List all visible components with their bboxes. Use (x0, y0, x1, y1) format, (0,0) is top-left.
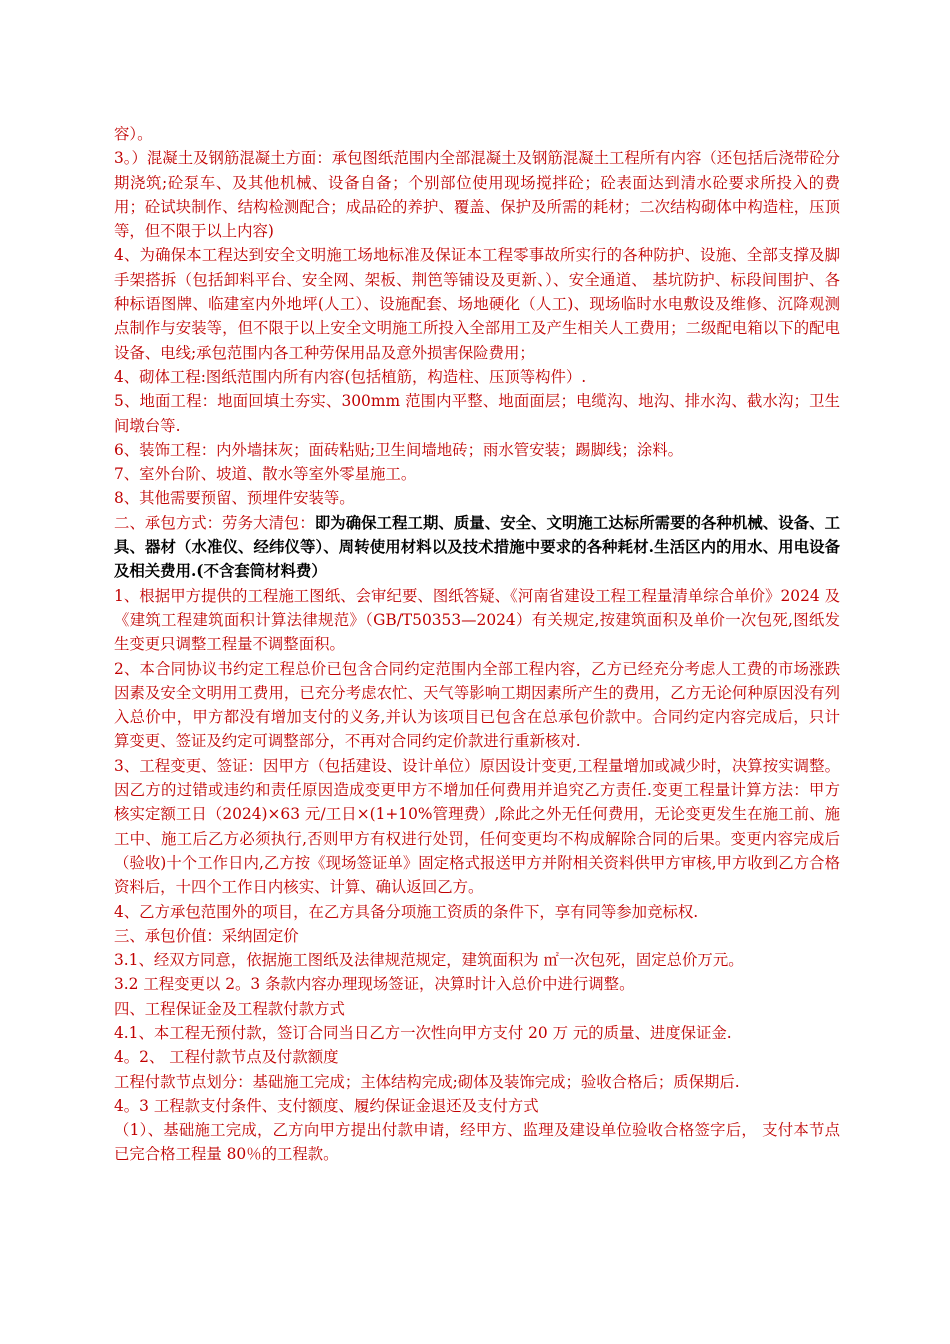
paragraph: 4、为确保本工程达到安全文明施工场地标准及保证本工程零事故所实行的各种防护、设施、全部支撑及脚手架搭拆（包括卸料平台、安全网、架板、荆笆等铺设及更新、）、安全通道、 基坑防护、标段间围护、各种标语图牌、临建室内外地坪(人工）、设施配套、场地硬化（人工)、现场临时水电敷设及维修、沉降观测点制作与安装等，但不限于以上安全文明施工所投入全部用工及产生相关人工费用；二级配电箱以下的配电设备、电线;承包范围内各工种劳保用品及意外损害保险费用； (114, 246, 840, 362)
paragraph: 5、地面工程：地面回填土夯实、300mm 范围内平整、地面面层；电缆沟、地沟、排水沟、截水沟；卫生间墩台等. (114, 392, 840, 435)
paragraph: 4、乙方承包范围外的项目，在乙方具备分项施工资质的条件下，享有同等参加竞标权. (114, 902, 699, 921)
paragraph: 4.1、本工程无预付款，签订合同当日乙方一次性向甲方支付 20 万 元的质量、进度保证金. (114, 1023, 732, 1042)
paragraph: 1、根据甲方提供的工程施工图纸、会审纪要、图纸答疑、《河南省建设工程工程量清单综合单价》2024 及《建筑工程建筑面积计算法律规范》（GB/T50353—2024）有关规定,按建筑面积及单价一次包死,图纸发生变更只调整工程量不调整面积。 (114, 586, 840, 654)
paragraph: 4。2、 工程付款节点及付款额度 (114, 1048, 339, 1067)
paragraph: （1）、基础施工完成，乙方向甲方提出付款申请，经甲方、监理及建设单位验收合格签字后， 支付本节点已完合格工程量 80％的工程款。 (114, 1121, 840, 1164)
paragraph: 3、工程变更、签证：因甲方（包括建设、设计单位）原因设计变更,工程量增加或减少时，决算按实调整。因乙方的过错或违约和责任原因造成变更甲方不增加任何费用并追究乙方责任.变更工程量计算方法：甲方核实定额工日（2024)×63 元/工日×(1+10%管理费）,除此之外无任何费用，无论变更发生在施工前、施工中、施工后乙方必须执行,否则甲方有权进行处罚，任何变更均不构成解除合同的后果。变更内容完成后（验收)十个工作日内,乙方按《现场签证单》固定格式报送甲方并附相关资料供甲方审核,甲方收到乙方合格资料后，十四个工作日内核实、计算、确认返回乙方。 (114, 756, 840, 897)
paragraph: 7、室外台阶、坡道、散水等室外零星施工。 (114, 465, 417, 484)
paragraph: 4、砌体工程:图纸范围内所有内容(包括植筋，构造柱、压顶等构件）. (114, 367, 587, 386)
section-lead: 二、承包方式：劳务大清包： (114, 513, 315, 532)
section-heading: 四、工程保证金及工程款付款方式 (114, 999, 345, 1018)
section-heading-contract-method (114, 511, 840, 584)
section-bold-text: 即为确保工程工期、质量、安全、文明施工达标所需要的各种机械、设备、工具、器材（水准仪、经纬仪等）、周转使用材料以及技术措施中要求的各种耗材.生活区内的用水、用电设备及相关费用.(不含套筒材料费） (114, 513, 840, 581)
paragraph: 3。）混凝土及钢筋混凝土方面：承包图纸范围内全部混凝土及钢筋混凝土工程所有内容（还包括后浇带砼分期浇筑;砼泵车、及其他机械、设备自备；个别部位使用现场搅拌砼；砼表面达到清水砼要求所投入的费用；砼试块制作、结构检测配合；成品砼的养护、覆盖、保护及所需的耗材；二次结构砌体中构造柱，压顶等，但不限于以上内容) (114, 149, 840, 241)
paragraph: 8、其他需要预留、预埋件安装等。 (114, 489, 355, 508)
paragraph: 3.1、经双方同意，依据施工图纸及法律规范规定，建筑面积为 ㎡一次包死，固定总价万元。 (114, 951, 744, 970)
section-heading: 三、承包价值：采纳固定价 (114, 926, 299, 945)
paragraph: 3.2 工程变更以 2。3 条款内容办理现场签证，决算时计入总价中进行调整。 (114, 975, 635, 994)
paragraph: 2、本合同协议书约定工程总价已包含合同约定范围内全部工程内容，乙方已经充分考虑人工费的市场涨跌因素及安全文明用工费用，已充分考虑农忙、天气等影响工期因素所产生的费用，乙方无论何种原因没有列入总价中，甲方都没有增加支付的义务,并认为该项目已包含在总承包价款中。合同约定内容完成后，只计算变更、签证及约定可调整部分，不再对合同约定价款进行重新核对. (114, 659, 840, 751)
paragraph: 4。3 工程款支付条件、支付额度、履约保证金退还及支付方式 (114, 1096, 539, 1115)
paragraph: 工程付款节点划分：基础施工完成；主体结构完成;砌体及装饰完成；验收合格后；质保期后. (114, 1072, 740, 1091)
paragraph: 容）。 (114, 125, 153, 143)
paragraph: 6、装饰工程：内外墙抹灰；面砖粘贴;卫生间墙地砖；雨水管安装；踢脚线；涂料。 (114, 440, 684, 459)
